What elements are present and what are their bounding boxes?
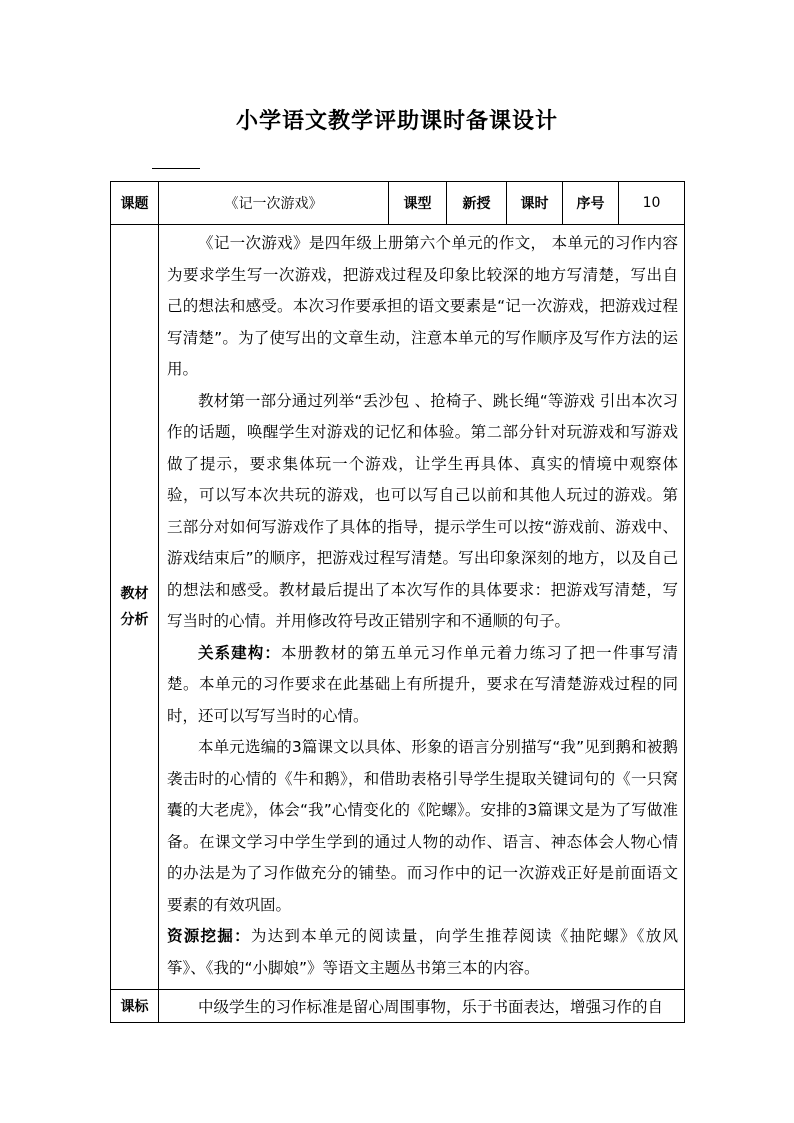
standard-label: 课标	[111, 990, 159, 1023]
relation-heading: 关系建构：	[198, 643, 281, 662]
seq-label: 序号	[563, 182, 619, 225]
type-value: 新授	[447, 182, 507, 225]
header-row	[111, 182, 685, 225]
analysis-paragraph-4: 本单元选编的3篇课文以具体、形象的语言分别描写“我”见到鹅和被鹅袭击时的心情的《牛和鹅》，和借助表格引导学生提取关键词句的《一只窝囊的大老虎》，体会“我”心情变化的《陀螺》。安排的3篇课文是为了写做准备。在课文学习中学生学到的通过人物的动作、语言、神态体会人物心情的办法是为了习作做充分的铺垫。而习作中的记一次游戏正好是前面语文要素的有效巩固。	[167, 738, 678, 914]
topic-label: 课题	[111, 182, 159, 225]
analysis-paragraph-2: 教材第一部分通过列举“丢沙包 、抢椅子、跳长绳“等游戏 引出本次习作的话题，唤醒学生对游戏的记忆和体验。第二部分针对玩游戏和写游戏做了提示，要求集体玩一个游戏，让学生再具体、真实的情境中观察体验，可以写本次共玩的游戏，也可以写自己以前和其他人玩过的游戏。第三部分对如何写游戏作了具体的指导，提示学生可以按“游戏前、游戏中、游戏结束后”的顺序，把游戏过程写清楚。写出印象深刻的地方，以及自己的想法和感受。教材最后提出了本次写作的具体要求：把游戏写清楚，写写当时的心情。并用修改符号改正错别字和不通顺的句子。	[167, 391, 678, 630]
type-label: 课型	[389, 182, 447, 225]
period-label: 课时	[507, 182, 563, 225]
analysis-content	[159, 225, 685, 990]
relation-text: 本册教材的第五单元习作单元着力练习了把一件事写清楚。本单元的习作要求在此基础上有所提升，要求在写清楚游戏过程的同时，还可以写写当时的心情。	[167, 643, 678, 725]
resource-heading: 资源挖掘：	[167, 927, 251, 945]
lesson-plan-table	[110, 181, 685, 1023]
standard-row	[111, 990, 685, 1023]
title-underline	[152, 168, 200, 169]
standard-text: 中级学生的习作标准是留心周围事物，乐于书面表达，增强习作的自	[159, 990, 685, 1023]
resource-text: 为达到本单元的阅读量，向学生推荐阅读《抽陀螺》《放风筝》、《我的“小脚娘”》等语文主题丛书第三本的内容。	[167, 927, 678, 977]
topic-value: 《记一次游戏》	[159, 182, 389, 225]
analysis-label-line2: 分析	[120, 612, 149, 628]
analysis-label	[111, 225, 159, 990]
page-title: 小学语文教学评助课时备课设计	[235, 109, 558, 134]
analysis-paragraph-3	[167, 638, 678, 733]
analysis-row	[111, 225, 685, 990]
analysis-paragraph-1: 《记一次游戏》是四年级上册第六个单元的作文， 本单元的习作内容为要求学生写一次游戏，把游戏过程及印象比较深的地方写清楚，写出自己的想法和感受。本次习作要承担的语文要素是“记一次游戏，把游戏过程写清楚”。为了使写出的文章生动，注意本单元的写作顺序及写作方法的运用。	[167, 234, 678, 378]
seq-value: 10	[619, 182, 685, 225]
analysis-label-line1: 教材	[120, 586, 149, 602]
analysis-paragraph-5	[167, 921, 678, 984]
